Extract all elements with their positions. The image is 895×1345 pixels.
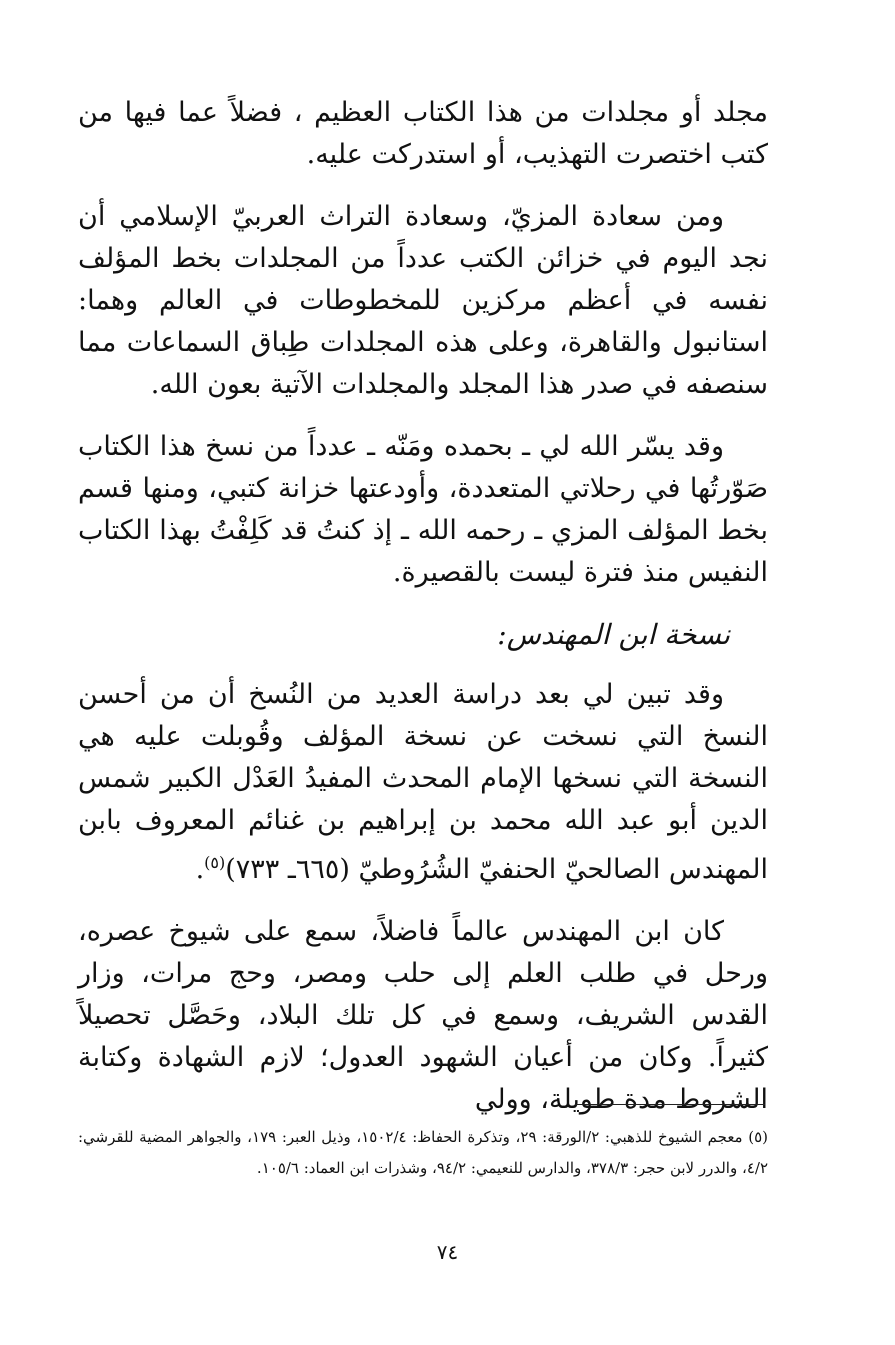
section-heading: نسخة ابن المهندس: <box>497 618 730 651</box>
paragraph-5: كان ابن المهندس عالماً فاضلاً، سمع على شيوخ عصره، ورحل في طلب العلم إلى حلب ومصر، وحج مرات، وزار القدس الشريف، وسمع في كل تلك البلاد، وحَصَّل تحصيلاً كثيراً. وكان من أعيان الشهود العدول؛ لازم الشهادة وكتابة الشروط مدة طويلة، وولي <box>78 916 768 1115</box>
paragraph-2: ومن سعادة المزيّ، وسعادة التراث العربيّ الإسلامي أن نجد اليوم في خزائن الكتب عدداً من المجلدات بخط المؤلف نفسه في أعظم مركزين للمخطوطات في العالم وهما: استانبول والقاهرة، وعلى هذه المجلدات طِباق السماعات مما سنصفه في صدر هذا المجلد والمجلدات الآتية بعون الله. <box>78 201 768 400</box>
page-number: ٧٤ <box>436 1240 459 1264</box>
page-body <box>78 92 768 1141</box>
paragraph-4-end: . <box>195 854 205 885</box>
footnote-divider <box>575 1104 765 1105</box>
paragraph-3: وقد يسّر الله لي ـ بحمده ومَنّه ـ عدداً من نسخ هذا الكتاب صَوّرتُها في رحلاتي المتعددة، وأودعتها خزانة كتبي، ومنها قسم بخط المؤلف المزي ـ رحمه الله ـ إذ كنتُ قد كَلِفْتُ بهذا الكتاب النفيس منذ فترة ليست بالقصيرة. <box>78 431 768 588</box>
paragraph-4 <box>78 674 768 891</box>
footnote-ref[interactable]: (٥) <box>204 853 226 872</box>
footnote: (٥) معجم الشيوخ للذهبي: ٢/الورقة: ٢٩، وتذكرة الحفاظ: ١٥٠٢/٤، وذيل العبر: ١٧٩، والجواهر المضية للقرشي: ٤/٢، والدرر لابن حجر: ٣٧٨/٣، والدارس للنعيمي: ٩٤/٢، وشذرات ابن العماد: ١٠٥/٦. <box>78 1128 769 1177</box>
paragraph-4-text: وقد تبين لي بعد دراسة العديد من النُسخ أن من أحسن النسخ التي نسخت عن نسخة المؤلف وقُوبلت عليه هي النسخة التي نسخها الإمام المحدث المفيدُ العَدْل الكبير شمس الدين أبو عبد الله محمد بن إبراهيم بن غنائم المعروف بابن المهندس الصالحيّ الحنفيّ الشُرُوطيّ (٦٦٥ـ ٧٣٣) <box>78 679 768 885</box>
paragraph-1: مجلد أو مجلدات من هذا الكتاب العظيم ، فضلاً عما فيها من كتب اختصرت التهذيب، أو استدركت عليه. <box>78 97 768 170</box>
